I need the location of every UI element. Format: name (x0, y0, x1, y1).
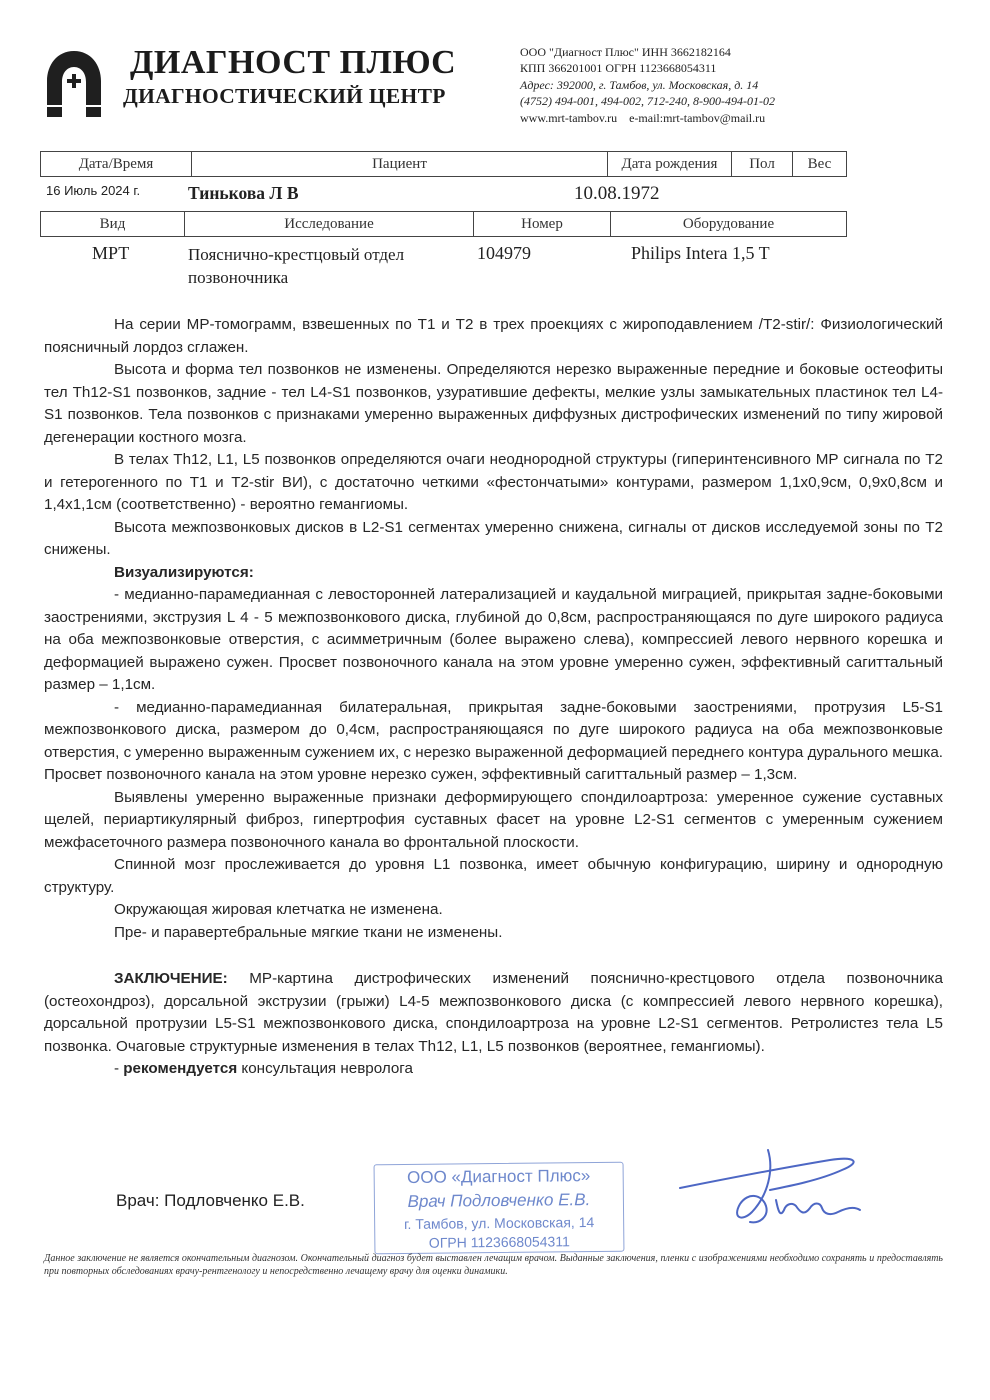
report-paragraph: Высота межпозвонковых дисков в L2-S1 сегментах умеренно снижена, сигналы от дисков исследуемой зоны по Т2 снижены. (44, 518, 943, 558)
report-paragraph: Выявлены умеренно выраженные признаки деформирующего спондилоартроза: умеренное сужение суставных щелей, периартикулярный фиброз, гипертрофия суставных фасет на уровне L2-S1 сегментов с умеренным сужением межфасеточного размера позвоночного канала во фронтальной плоскости. (44, 788, 943, 851)
report-paragraph: Высота и форма тел позвонков не изменены. Определяются нерезко выраженные передние и боковые остеофиты тел Th12-S1 позвонков, задние - тел L4-S1 позвонков, узуратившие дефекты, мелкие узлы замыкательных пластинок тел L4-S1 позвонков. Тела позвонков с признаками умеренно выраженных диффузных дистрофических изменений по типу жировой дегенерации костного мозга. (44, 361, 943, 446)
report-paragraph: Пре- и паравертебральные мягкие ткани не изменены. (114, 923, 503, 941)
study-table-header (40, 211, 847, 237)
stamp-line4: ОГРН 1123668054311 (428, 1233, 570, 1251)
header-weight: Вес (792, 152, 846, 176)
header-sex: Пол (731, 152, 792, 176)
report-paragraph: Окружающая жировая клетчатка не изменена. (114, 901, 443, 918)
magnet-logo-icon (44, 47, 104, 119)
header-birth-date: Дата рождения (607, 152, 731, 176)
company-kpp: КПП 366201001 ОГРН 1123668054311 (520, 61, 717, 76)
header-datetime: Дата/Время (78, 155, 154, 172)
report-paragraph: В телах Th12, L1, L5 позвонков определяются очаги неоднородной структуры (гиперинтенсивного МР сигнала по Т2 и гетерогенного по Т1 и T2-stir ВИ), с достаточно четкими «фестончатыми» контурами, размером 1,1х0,9см, 0,9х0,8см и 1,4х1,1см (соответственно) - вероятно гемангиомы. (44, 451, 943, 513)
company-inn: ООО "Диагност Плюс" ИНН 3662182164 (520, 45, 731, 59)
study-name (188, 243, 404, 289)
patient-table-header (40, 151, 847, 177)
company-address: Адрес: 392000, г. Тамбов, ул. Московская, д. 14 (520, 77, 759, 92)
recommendation-prefix: - (114, 1060, 124, 1077)
stamp-line1: ООО «Диагност Плюс» (406, 1166, 591, 1187)
header-number: Номер (473, 212, 610, 236)
study-number: 104979 (477, 243, 531, 263)
report-paragraph: На серии МР-томограмм, взвешенных по Т1 и Т2 в трех проекциях с жироподавлением /T2-stir/: Физиологический поясничный лордоз сглажен. (44, 316, 943, 356)
study-name-line1: Пояснично-крестцовый отдел (188, 245, 405, 264)
exam-date: 16 Июль 2024 г. (46, 183, 141, 198)
recommendation (44, 1058, 943, 1081)
header-equipment: Оборудование (610, 212, 846, 236)
report-paragraph: Спинной мозг прослеживается до уровня L1 позвонка, имеет обычную конфигурацию, ширину и однородную структуру. (44, 856, 943, 896)
company-phones: (4752) 494-001, 494-002, 712-240, 8-900-494-01-02 (520, 94, 775, 109)
report-body (44, 314, 943, 1081)
clinic-stamp (374, 1162, 625, 1255)
header-patient: Пациент (191, 152, 607, 176)
header-study: Исследование (184, 212, 473, 236)
conclusion (44, 968, 943, 1058)
patient-name: Тинькова Л В (188, 183, 299, 203)
study-name-line2: позвоночника (188, 268, 289, 287)
birth-date: 10.08.1972 (574, 183, 660, 204)
brand-subtitle: ДИАГНОСТИЧЕСКИЙ ЦЕНТР (123, 84, 446, 108)
recommendation-text: консультация невролога (237, 1060, 413, 1077)
study-type: МРТ (92, 243, 130, 263)
report-paragraph: - медианно-парамедианная с левосторонней латерализацией и каудальной миграцией, прикрытая задне-боковыми заострениями, экструзия L 4 - 5 межпозвонкового диска, глубиной до 0,8см, распространяющаяся по дуге широкого радиуса на оба межпозвонковые отверстия, с асимметричным (более выражено слева), компрессией левого нервного корешка и деформацией выражено сужен. Просвет позвоночного канала на этом уровне умеренно сужен, эффективный сагиттальный размер – 1,1см. (44, 586, 943, 693)
disclaimer: Данное заключение не является окончательным диагнозом. Окончательный диагноз будет выставлен лечащим врачом. Выданные заключения, пленки с изображениями необходимо сохранять и предоставлять при повторных обследованиях врачу-рентгенологу и непосредственно лечащему врачу для оценки динамики. (44, 1253, 943, 1277)
recommendation-label: рекомендуется (123, 1060, 238, 1077)
header-type: Вид (99, 215, 126, 232)
stamp-line3: г. Тамбов, ул. Московская, 14 (404, 1214, 595, 1232)
company-email[interactable]: e-mail:mrt-tambov@mail.ru (629, 110, 766, 125)
stamp-line2: Врач Подловченко Е.В. (407, 1190, 591, 1211)
report-paragraph: - медианно-парамедианная билатеральная, прикрытая задне-боковыми заострениями, протрузия L5-S1 межпозвонкового диска, размером до 0,4см, распространяющаяся по дуге широкого радиуса на оба межпозвонковые отверстия, с умеренно выраженным сужением их, с нерезко выраженной деформацией переднего контура дурального мешка. Просвет позвоночного канала на этом уровне нерезко сужен, эффективный сагиттальный размер – 1,3см. (44, 698, 943, 783)
company-details (520, 44, 775, 126)
conclusion-label: ЗАКЛЮЧЕНИЕ: (114, 970, 228, 987)
signature-icon (670, 1140, 870, 1250)
company-contacts (520, 110, 775, 126)
brand-name: ДИАГНОСТ ПЛЮС (130, 44, 457, 81)
equipment: Philips Intera 1,5 T (631, 243, 770, 263)
doctor-name: Врач: Подловченко Е.В. (116, 1191, 305, 1210)
company-website[interactable]: www.mrt-tambov.ru (520, 110, 618, 125)
conclusion-text: МР-картина дистрофических изменений пояснично-крестцового отдела позвоночника (остеохондроз), дорсальной экструзии (грыжи) L4-5 межпозвонкового диска (с компрессией левого нервного корешка), дорсальной протрузии L5-S1 межпозвонкового диска, спондилоартроза на уровне L2-S1 сегментов. Ретролистез тела L5 позвонка. Очаговые структурные изменения в телах Th12, L1, L5 позвонков (вероятнее, гемангиомы). (44, 970, 943, 1055)
visualized-label: Визуализируются: (114, 563, 254, 581)
